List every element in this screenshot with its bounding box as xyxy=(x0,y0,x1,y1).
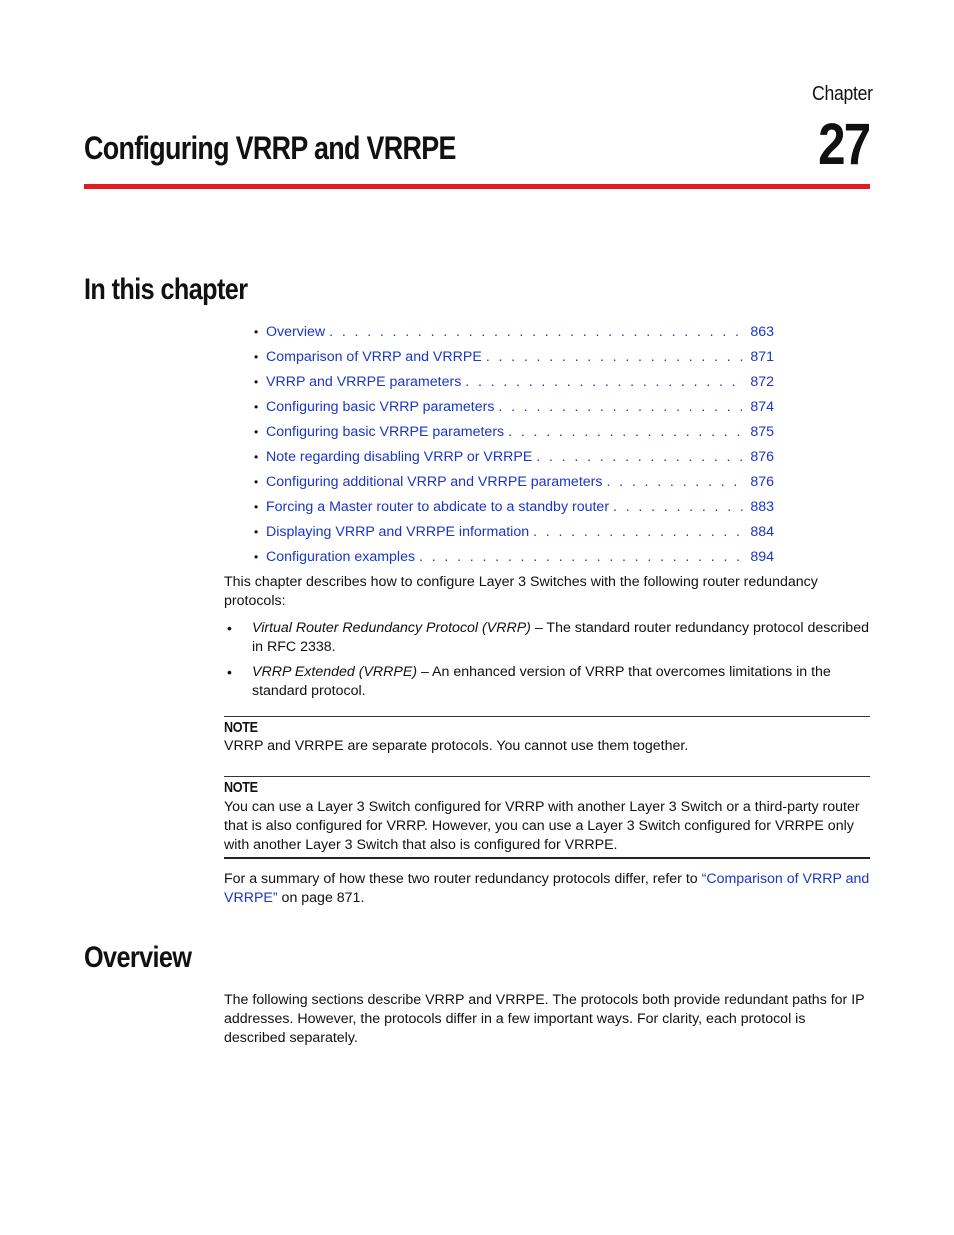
toc-item-title[interactable]: Displaying VRRP and VRRPE information xyxy=(266,523,530,540)
toc-item[interactable] xyxy=(254,544,774,569)
toc-item-title[interactable]: Overview xyxy=(266,323,326,340)
bullet-icon: • xyxy=(254,324,259,339)
toc-item[interactable] xyxy=(254,369,774,394)
toc-leader xyxy=(498,399,744,415)
bullet-icon: • xyxy=(254,549,259,564)
note-rule-top xyxy=(224,716,870,717)
toc-item-page[interactable]: 875 xyxy=(750,423,774,440)
toc-item[interactable] xyxy=(254,494,774,519)
intro-paragraph: This chapter describes how to configure Layer 3 Switches with the following router redundancy protocols: xyxy=(224,574,818,609)
bullet-icon: • xyxy=(227,620,232,636)
comparison-link[interactable]: “Comparison of VRRP and VRRPE” xyxy=(224,871,870,906)
toc-item-title[interactable]: Note regarding disabling VRRP or VRRPE xyxy=(266,448,533,465)
toc-item-title[interactable]: VRRP and VRRPE parameters xyxy=(266,373,462,390)
toc-item-page[interactable]: 884 xyxy=(750,523,774,540)
overview-paragraph: The following sections describe VRRP and VRRPE. The protocols both provide redundant paths for IP addresses. However, the protocols differ in a few important ways. For clarity, each protocol is described separately. xyxy=(224,992,865,1046)
bullet-icon: • xyxy=(254,499,259,514)
toc-item[interactable] xyxy=(254,519,774,544)
toc-item-title[interactable]: Configuring basic VRRP parameters xyxy=(266,398,495,415)
bullet-icon: • xyxy=(227,664,232,680)
in-this-chapter-heading: In this chapter xyxy=(84,273,248,306)
toc-leader xyxy=(486,349,745,365)
toc-item-page[interactable]: 874 xyxy=(750,398,774,415)
toc-item[interactable] xyxy=(254,444,774,469)
toc-item[interactable] xyxy=(254,344,774,369)
note-label: NOTE xyxy=(224,779,258,796)
bullet-icon: • xyxy=(254,399,259,414)
toc-item-page[interactable]: 883 xyxy=(750,498,774,515)
toc-item-page[interactable]: 894 xyxy=(750,548,774,565)
protocol-name: Virtual Router Redundancy Protocol (VRRP) xyxy=(252,620,531,636)
overview-heading: Overview xyxy=(84,941,192,974)
toc-leader xyxy=(536,449,744,465)
toc-item[interactable] xyxy=(254,319,774,344)
toc-item-page[interactable]: 871 xyxy=(750,348,774,365)
note-text: You can use a Layer 3 Switch configured for VRRP with another Layer 3 Switch or a third-party router that is also configured for VRRP. However, you can use a Layer 3 Switch configured for VRRPE only with another Layer 3 Switch that also is configured for VRRPE. xyxy=(224,799,860,853)
chapter-title: Configuring VRRP and VRRPE xyxy=(84,130,456,166)
toc-leader xyxy=(533,524,744,540)
bullet-icon: • xyxy=(254,449,259,464)
toc-leader xyxy=(465,374,744,390)
summary-text: on page 871. xyxy=(277,890,365,906)
toc-item-title[interactable]: Comparison of VRRP and VRRPE xyxy=(266,348,482,365)
protocol-item xyxy=(224,619,870,657)
toc-item[interactable] xyxy=(254,419,774,444)
toc-leader xyxy=(613,499,744,515)
protocol-name: VRRP Extended (VRRPE) xyxy=(252,664,418,680)
toc-item-page[interactable]: 872 xyxy=(750,373,774,390)
bullet-icon: • xyxy=(254,349,259,364)
toc-leader xyxy=(419,549,744,565)
note-rule xyxy=(224,776,870,777)
toc-item-page[interactable]: 863 xyxy=(750,323,774,340)
toc-item[interactable] xyxy=(254,394,774,419)
toc-leader xyxy=(329,324,744,340)
bullet-icon: • xyxy=(254,474,259,489)
title-rule xyxy=(84,184,870,189)
protocol-desc: – An enhanced version of VRRP that overcomes limitations in the standard protocol. xyxy=(252,664,831,699)
toc-item-title[interactable]: Configuring additional VRRP and VRRPE parameters xyxy=(266,473,603,490)
toc-item-title[interactable]: Forcing a Master router to abdicate to a standby router xyxy=(266,498,610,515)
bullet-icon: • xyxy=(254,374,259,389)
chapter-toc xyxy=(254,319,774,569)
toc-item-page[interactable]: 876 xyxy=(750,448,774,465)
bullet-icon: • xyxy=(254,424,259,439)
chapter-label: Chapter xyxy=(812,83,873,105)
protocol-item xyxy=(224,663,870,701)
toc-item[interactable] xyxy=(254,469,774,494)
protocol-desc: – The standard router redundancy protocol described in RFC 2338. xyxy=(252,620,869,655)
toc-item-title[interactable]: Configuration examples xyxy=(266,548,416,565)
summary-text: For a summary of how these two router redundancy protocols differ, refer to xyxy=(224,871,702,887)
bullet-icon: • xyxy=(254,524,259,539)
note-rule-bottom xyxy=(224,857,870,859)
protocol-list xyxy=(224,619,870,701)
toc-leader xyxy=(508,424,744,440)
note-text: VRRP and VRRPE are separate protocols. You cannot use them together. xyxy=(224,738,689,754)
toc-leader xyxy=(606,474,744,490)
chapter-number: 27 xyxy=(818,112,870,177)
note-label: NOTE xyxy=(224,719,258,736)
summary-paragraph xyxy=(224,870,870,908)
toc-item-title[interactable]: Configuring basic VRRPE parameters xyxy=(266,423,505,440)
toc-item-page[interactable]: 876 xyxy=(750,473,774,490)
